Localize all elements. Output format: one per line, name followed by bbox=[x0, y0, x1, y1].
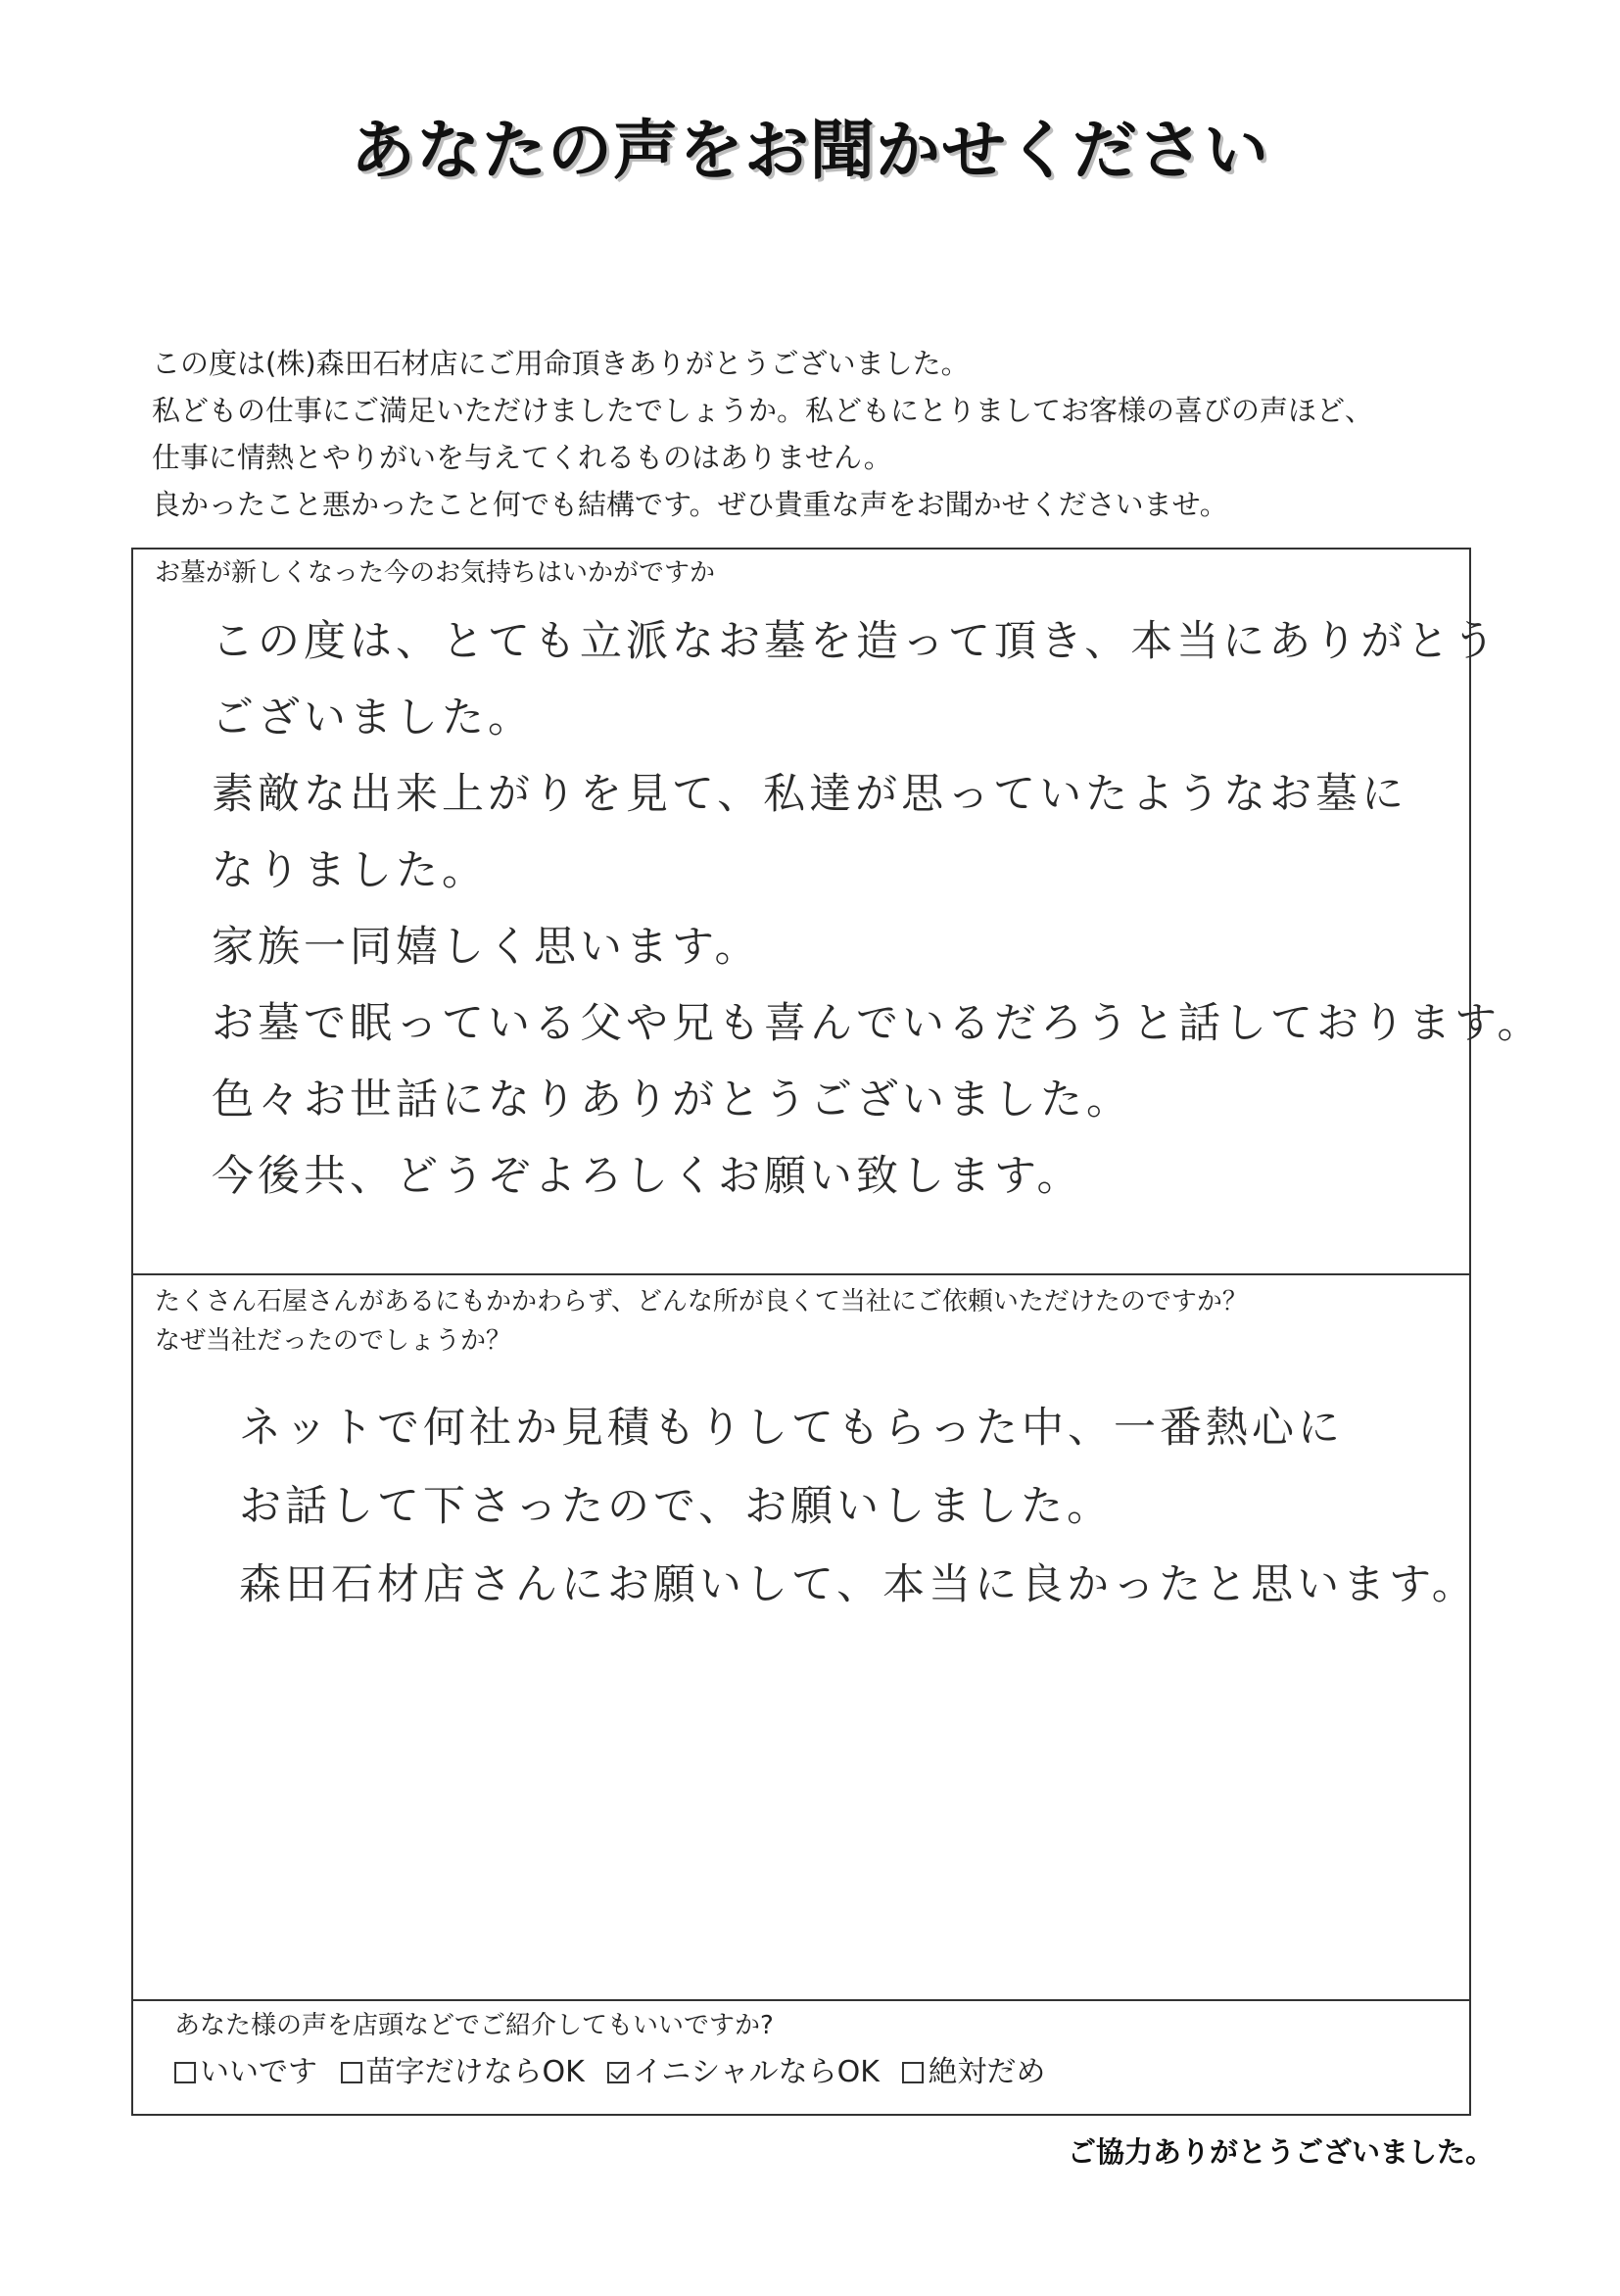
option-ok[interactable] bbox=[174, 2051, 317, 2094]
answer-line: 森田石材店さんにお願いして、本当に良かったと思います。 bbox=[239, 1560, 1478, 1609]
answer-line: 家族一同嬉しく思います。 bbox=[212, 923, 761, 972]
question-permission: あなた様の声を店頭などでご紹介してもいいですか? bbox=[174, 2011, 774, 2040]
question-reason bbox=[155, 1282, 1248, 1361]
question-reason-line2: なぜ当社だったのでしょうか？ bbox=[155, 1326, 512, 1356]
intro-line: この度は(株)森田石材店にご用命頂きありがとうございました。 bbox=[152, 347, 970, 380]
permission-options bbox=[174, 2051, 1059, 2094]
option-label: イニシャルならOK bbox=[633, 2055, 880, 2089]
answer-line: この度は、とても立派なお墓を造って頂き、本当にありがとう bbox=[212, 617, 1500, 666]
section-divider bbox=[133, 1273, 1469, 1275]
answer-feelings bbox=[212, 603, 1544, 1215]
checkbox-unchecked[interactable] bbox=[341, 2062, 362, 2083]
option-surname-only[interactable] bbox=[341, 2051, 585, 2094]
answer-line: なりました。 bbox=[212, 846, 488, 895]
answer-line: お話して下さったので、お願いしました。 bbox=[239, 1482, 1114, 1531]
question-reason-line1: たくさん石屋さんがあるにもかかわらず、どんな所が良くて当社にご依頼いただけたのですか？ bbox=[155, 1287, 1248, 1316]
checkbox-unchecked[interactable] bbox=[902, 2062, 924, 2083]
answer-line: 今後共、どうぞよろしくお願い致します。 bbox=[212, 1152, 1083, 1201]
answer-line: ございました。 bbox=[212, 694, 534, 742]
checkbox-unchecked[interactable] bbox=[174, 2062, 196, 2083]
option-initials-only[interactable] bbox=[607, 2051, 880, 2094]
option-label: いいです bbox=[200, 2055, 317, 2089]
option-never[interactable] bbox=[902, 2051, 1045, 2094]
section-divider bbox=[133, 1999, 1469, 2001]
intro-line: 良かったこと悪かったこと何でも結構です。ぜひ貴重な声をお聞かせくださいませ。 bbox=[152, 488, 1228, 521]
option-label: 絶対だめ bbox=[928, 2055, 1046, 2089]
intro-line: 仕事に情熱とやりがいを与えてくれるものはありません。 bbox=[152, 441, 892, 474]
question-feelings: お墓が新しくなった今のお気持ちはいかがですか bbox=[155, 558, 716, 588]
answer-line: ネットで何社か見積もりしてもらった中、一番熱心に bbox=[239, 1404, 1344, 1453]
option-label: 苗字だけならOK bbox=[365, 2055, 585, 2089]
survey-form bbox=[131, 548, 1544, 2116]
checkbox-checked[interactable] bbox=[607, 2062, 629, 2083]
intro-text bbox=[152, 340, 1523, 528]
intro-line: 私どもの仕事にご満足いただけましたでしょうか。私どもにとりましてお客様の喜びの声ほど、 bbox=[152, 394, 1374, 427]
answer-line: 色々お世話になりありがとうございました。 bbox=[212, 1076, 1132, 1124]
answer-line: 素敵な出来上がりを見て、私達が思っていたようなお墓に bbox=[212, 770, 1408, 819]
thanks-message: ご協力ありがとうございました。 bbox=[1068, 2135, 1495, 2169]
answer-line: お墓で眠っている父や兄も喜んでいるだろうと話しております。 bbox=[212, 999, 1544, 1048]
answer-reason bbox=[239, 1389, 1478, 1624]
page-title: あなたの声をお聞かせください bbox=[351, 113, 1269, 188]
